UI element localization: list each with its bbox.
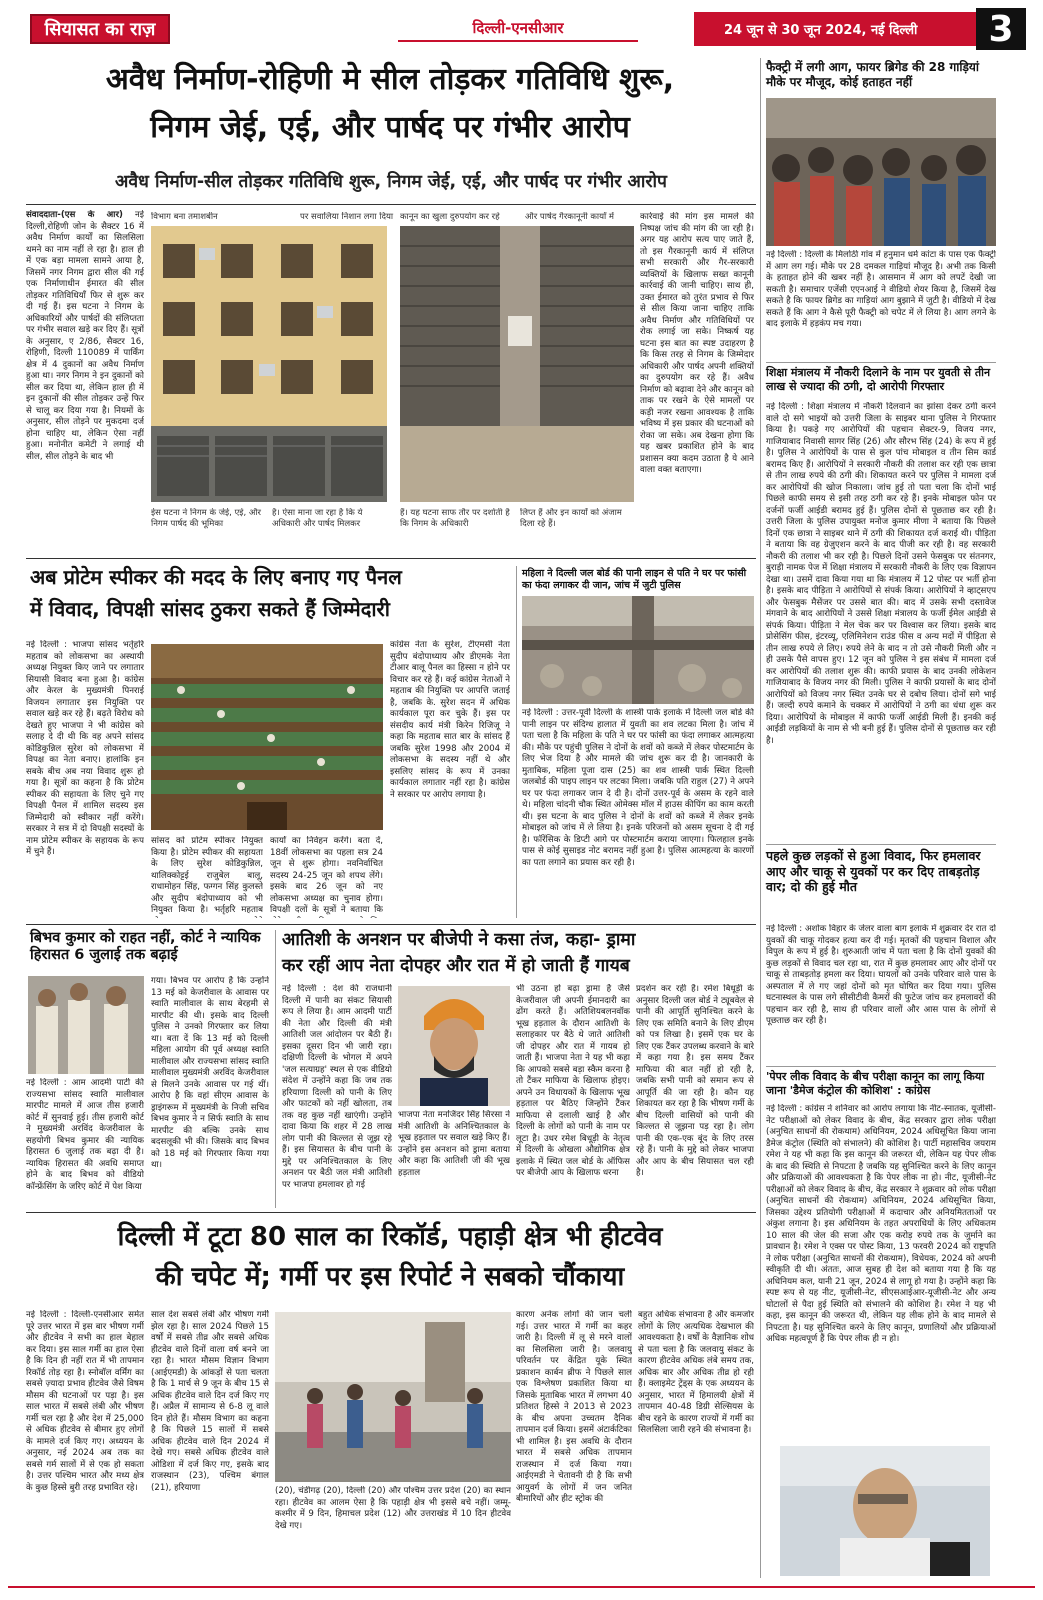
lead-photo-building: [151, 226, 387, 502]
fire-body: नई दिल्ली : दिल्ली के मिलोठी गांव में हनुमान धर्म कांटा के पास एक फैक्ट्री में आग लग गई। मौके पर 28 दमकल गाड़ियां मौजूद है। अभी तक किसी के हताहत होने की खबर नहीं है। आसमान में आग को लपटें देखी जा सकती है। समाचार एजेंसी एएनआई ने वीडियो शेयर किया है, जिसमें देख सकते है कि फायर ब्रिगेड का गाड़ियां आग बुझाने में जुटी है। वीडियो में देख सकते हैं कि आग ने कैसे पूरी फैक्ट्री को चपेट में ले लिया है। आग लगने के बाद इलाके में हड़कंप मच गया।: [766, 250, 996, 330]
lead-photo1-top: विभाग बना तमाशबीन: [151, 212, 218, 222]
paperleak-headline: 'पेपर लीक विवाद के बीच परीक्षा कानून का लागू किया जाना 'डैमेज कंट्रोल की कोशिश' : कांग्रेस: [766, 1070, 985, 1097]
lead-headline-2: निगम जेई, एई, और पार्षद पर गंभीर आरोप: [150, 110, 630, 145]
lead-byline: संवाददाता-(एस के आर): [26, 210, 123, 220]
protem-column-1: नई दिल्ली : भाजपा सांसद भर्तृहरि महताब को लोकसभा का अस्थायी अध्यक्ष नियुक्त किए जाने पर लगातार सियासी विवाद बना हुआ है। कांग्रेस और केरल के मुख्यमंत्री पिनराई विजयन लगातार इस नियुक्ति पर सवाल खड़े कर रहे हैं। बढ़ते विरोध को देखते हुए भाजपा ने भी कांग्रेस को सलाह दे दी थी कि वह अपने सांसद कोडिकुन्निल सुरेश को लोकसभा में विपक्ष का नेता बनाए। हालांकि इन सबके बीच अब नया विवाद शुरू हो गया है। सूत्रों का कहना है कि प्रोटेम स्पीकर की सहायता के लिए चुने गए विपक्षी पैनल में शामिल सदस्य इस जिम्मेदारी को स्वीकार नहीं करेंगे। सरकार ने सत्र में दो विपक्षी सदस्यों के नाम प्रोटेम स्पीकर के सहायक के रूप में चुने हैं।: [26, 640, 144, 858]
lead-photo2-caption: हैं। यह घटना साफ तौर पर दर्शाती है कि निगम के अधिकारी: [400, 508, 510, 530]
heat-headline-1: दिल्ली में टूटा 80 साल का रिकॉर्ड, पहाड़ी क्षेत्र भी हीटवेव: [117, 1222, 663, 1252]
clash-body: नई दिल्ली : अशोक विहार के जेलर वाला बाग इलाके में शुक्रवार देर रात दो युवकों की चाकू गोदकर हत्या कर दी गई। मृतकों की पहचान विशाल और विपुल के रूप में हुई है। शुरुआती जांच में पता चला है कि दोनों युवकों की कुछ लड़कों से विवाद चल रहा था, रात में कुछ हमलावर आए और दोनों पर चाकू से ताबड़तोड़ हमला कर दिया। घायलों को उनके परिवार वाले पास के अस्पताल में ले गए जहां दोनों को मृत घोषित कर दिया गया। पुलिस घटनास्थल के पास लगे सीसीटीवी कैमरों की फुटेज जांच कर हमलावरों की पहचान कर रही है, साथ ही परिवार वालों और आस पास के लोगों से पूछताछ कर रही है।: [766, 924, 996, 1027]
bibhav-court-photo: [28, 976, 144, 1074]
atishi-photo-caption: भाजपा नेता मनजिंदर सिंह सिरसा ने मंत्री आतिशी के अनिश्चितकाल के भूख हड़ताल पर सवाल खड़े किए हैं। उन्होंने इस अनशन को ड्रामा बताया और कहा कि आतिशी जी की भूख हड़ताल: [398, 1110, 510, 1178]
atishi-column-1: नई दिल्ली : देश की राजधानी दिल्ली में पानी का संकट सियासी रूप ले लिया है। आम आदमी पार्टी की नेता और दिल्ली की मंत्री आतिशी जल आंदोलन पर बैठी हैं। इसका दूसरा दिन भी जारी रहा। दक्षिणी दिल्ली के भोगल में अपने 'जल सत्याग्रह' स्थल से एक वीडियो संदेश में उन्होंने कहा कि जब तक हरियाणा दिल्ली को पानी के लिए और फाटकों को नहीं खोलता, तब तक वह कुछ नहीं खाएंगी। उन्होंने दावा किया कि शहर में 28 लाख लोग पानी की किल्लत से जूझ रहे हैं। इस सियासत के बीच पानी के मुद्दे पर अनिश्चितकाल के लिए अनशन पर बैठी जल मंत्री आतिशी पर भाजपा हमलावर हो गई: [282, 984, 392, 1190]
protem-column-2: सांसद को प्रोटेम स्पीकर नियुक्त किया है। प्रोटेम स्पीकर की सहायता के लिए सुरेश कोडिकुन्निल, थालिक्कोट्टई राजुबेल बालू, राधामोहन सिंह, फग्गन सिंह कुलस्ते और सुदीप बंदोपाध्याय को भी नियुक्त किया है। भर्तृहरि महताब: [151, 836, 263, 916]
lead-photo1-caption2: है। ऐसा माना जा रहा है कि ये अधिकारी और पार्षद मिलकर: [272, 508, 363, 530]
heat-headline-2: की चपेट में; गर्मी पर इस रिपोर्ट ने सबको चौंकाया: [155, 1262, 625, 1292]
lead-photo2-caption2: लिप्त हैं और इन कार्यों को अंजाम दिला रहे हैं।: [520, 508, 622, 530]
lead-photo1-caption: ईस घटना ने निगम के जेई, एई, और निगम पार्षद की भूमिका: [151, 508, 262, 530]
fire-photo: [766, 98, 996, 246]
brand-logo: सियासत का राज़: [30, 14, 170, 44]
suicide-body: नई दिल्ली : उत्तर-पूर्वी दिल्ली के शास्त्री पार्क इलाके में दिल्ली जल बोर्ड की पानी लाइन पर संदिग्ध हालात में युवती का शव लटका मिला है। जांच में पता चला है कि महिला के पति ने घर पर फांसी का फंदा लगाकर आत्महत्या की। मौके पर पहुंची पुलिस ने दोनों के शवों को कब्जे में लेकर पोस्टमार्टम के लिए भेज दिया है और मामले की जांच शुरू कर दी है। जानकारी के मुताबिक, महिला पूजा दास (25) का शव शास्त्री पार्क स्थित दिल्ली जलबोर्ड की पाइप लाइन पर लटका मिला। जबकि पति राहुल (27) ने अपने घर पर फंदा लगाकर जान दे दी है। दोनों उत्तर-पूर्व के असम के रहने वाले थे। महिला चांदनी चौक स्थित ओमेक्स मॉल में हाउस कीपिंग का काम करती थी। इस घटना के बाद पुलिस ने दोनों के शवों को कब्जे में लेकर इनके मोबाइल को जांच में ले लिया है। इनके परिजनों को असम सूचना दे दी गई है। फॉरेंसिक के डिप्टी आगे पर पोस्टमार्टम कराया जाएगा। फिलहाल इनके पास से कोई सुसाइड नोट बरामद नहीं हुआ है। पुलिस आत्महत्या के कारणों का पता लगाने का प्रयास कर रही है।: [522, 708, 754, 868]
atishi-headline-2: कर रहीं आप नेता दोपहर और रात में हो जाती हैं गायब: [282, 956, 630, 976]
bibhav-headline: बिभव कुमार को राहत नहीं, कोर्ट ने न्यायिक हिरासत 6 जुलाई तक बढ़ाई: [30, 930, 261, 964]
lead-photo2-top: कानून का खुला दुरुपयोग कर रहे: [400, 212, 500, 222]
sirsa-photo: [398, 986, 510, 1106]
atishi-headline-1: आतिशी के अनशन पर बीजेपी ने कसा तंज, कहा- ड्रामा: [282, 930, 636, 950]
lead-column-right: कार्रवाई की मांग इस मामले की निष्पक्ष जांच की मांग की जा रही है। अगर यह आरोप सत्य पाए जाते हैं, तो इस गैरकानूनी कार्य में संलिप्त सभी सरकारी और गैर-सरकारी व्यक्तियों के खिलाफ सख्त कानूनी कार्रवाई की जानी चाहिए। साथ ही, उक्त ईमारत को तुरंत प्रभाव से फिर से सील किया जाना चाहिए ताकि अवैध निर्माण और गतिविधियों पर रोक लगाई जा सके। निष्कर्ष यह घटना इस बात का स्पष्ट उदाहरण है कि किस तरह से निगम के जिम्मेदार अधिकारी और पार्षद अपनी शक्तियों का दुरुपयोग कर रहे हैं। अवैध निर्माण को बढ़ावा देने और कानून को ताक पर रखने के ऐसे मामलों पर कड़ी नजर रखना आवश्यक है ताकि भविष्य में इस प्रकार की घटनाओं को रोका जा सके। अब देखना होगा कि यह खबर प्रकाशित होने के बाद प्रशासन क्या कदम उठाता है ये आने वाला वक्त बताएगा।: [640, 212, 754, 476]
water-pipeline-photo: [522, 596, 754, 704]
bibhav-column-1: नई दिल्ली : आम आदमी पार्टी की राज्यसभा सांसद स्वाति मालीवाल मारपीट मामले में आज तीस हजारी कोर्ट में सुनवाई हुई। तीस हजारी कोर्ट ने मुख्यमंत्री अरविंद केजरीवाल के सहयोगी बिभव कुमार की न्यायिक हिरासत 6 जुलाई तक बढ़ा दी है। न्यायिक हिरासत की अवधि समाप्त होने के बाद बिभव को वीडियो कॉन्फ्रेंसिंग के जरिए कोर्ट में पेश किया: [26, 1078, 144, 1192]
paperleak-body: नई दिल्ली : कांग्रेस ने शनिवार को आरोप लगाया कि नीट-स्नातक, यूजीसी-नेट परीक्षाओं को लेकर विवाद के बीच, केंद्र सरकार द्वारा लोक परीक्षा (अनुचित साधनों की रोकथाम) अधिनियम, 2024 अधिसूचित किया जाना डैमेज कंट्रोल (स्थिति को संभालने) की कोशिश है। पार्टी महासचिव जयराम रमेश ने यह भी कहा कि इस कानून की जरूरत थी, लेकिन यह पेपर लीक के बाद की स्थिति से निपटता है जबकि यह सुनिश्चित करने के लिए कानून और प्रक्रियाओं की आवश्यकता है कि पेपर लीक ना हो। नीट, यूजीसी-नेट परीक्षाओं को लेकर विवाद के बीच, केंद्र सरकार ने शुक्रवार को लोक परीक्षा (अनुचित साधनों की रोकथाम) अधिनियम, 2024 अधिसूचित किया, जिसका उद्देश्य प्रतियोगी परीक्षाओं में कदाचार और अनियमितताओं पर अंकुश लगाना है। इस अधिनियम के तहत अपराधियों के लिए अधिकतम 10 साल की जेल की सजा और एक करोड़ रुपये तक के जुर्माने का प्रावधान है। रमेश ने एक्स पर पोस्ट किया, 13 फरवरी 2024 को राष्ट्रपति ने लोक परीक्षा (अनुचित साधनों की रोकथाम), विधेयक, 2024 को अपनी स्वीकृति दी थी। अंततः, आज सुबह ही देश को बताया गया है कि यह अधिनियम कल, यानी 21 जून, 2024 से लागू हो गया है। उन्होंने कहा कि स्पष्ट रूप से यह नीट, यूजीसी-नेट, सीएसआईआर-यूजीसी-नेट और अन्य घोटालों से पैदा हुई स्थिति को संभालने की कोशिश है। रमेश ने यह भी कहा, इस कानून की जरूरत थी, लेकिन यह लीक होने के बाद मामले से निपटता है। यह सुनिश्चित करने के लिए कानून, प्रणालियों और प्रक्रियाओं अधिक महत्वपूर्ण हैं कि पेपर लीक ही न हो।: [766, 1104, 996, 1345]
lead-photo2-top2: और पार्षद गैरकानूनी कार्यों में: [525, 212, 615, 222]
protem-headline-1: अब प्रोटेम स्पीकर की मदद के लिए बनाए गए पैनल: [30, 565, 402, 589]
page-number: 3: [976, 8, 1026, 50]
bibhav-column-2: गया। बिभव पर आरोप है कि उन्होंने 13 मई को केजरीवाल के आवास पर स्वाति मालीवाल के साथ बेरहमी से मारपीट की थी। इसके बाद दिल्ली पुलिस ने उनको गिरफ्तार कर लिया था। बता दें कि 13 मई को दिल्ली महिला आयोग की पूर्व अध्यक्ष स्वाति मालीवाल और राज्यसभा सांसद स्वाति मालीवाल मुख्यमंत्री अरविंद केजरीवाल से मिलने उनके आवास पर गई थीं। आरोप है कि वहां सीएम आवास के ड्राइंगरूम में मुख्यमंत्री के निजी सचिव बिभव कुमार ने न सिर्फ स्वाति के साथ मारपीट की बल्कि उनके साथ बदसलूकी भी की। जिसके बाद बिभव को 18 मई को गिरफ्तार किया गया था।: [151, 976, 269, 1171]
lead-photo1-top2: पर सवालिया निशान लगा दिया: [300, 212, 394, 222]
section-title: दिल्ली-एनसीआर: [398, 18, 638, 42]
protem-column-3: कार्यों का निर्वहन करेंगे। बता दें, 18वीं लोकसभा का पहला सत्र 24 जून से शुरू होगा। नवनिर्वाचित सदस्य 24-25 जून को शपथ लेंगे। इसके बाद 26 जून को नए लोकसभा अध्यक्ष का चुनाव होगा। विपक्षी दलों के सूत्रों ने बताया कि: [270, 836, 383, 916]
issue-date: 24 जून से 30 जून 2024, नई दिल्ली: [694, 12, 994, 46]
fraud-headline: शिक्षा मंत्रालय में नौकरी दिलाने के नाम पर युवती से तीन लाख से ज्यादा की ठगी, दो आरोपी गिरफ्तार: [766, 366, 991, 393]
atishi-column-2: भी उठना हो बढ़ा ड्रामा है जैसे केजरीवाल जी अपनी ईमानदारी का ढोंग करते हैं। अतिशियबलनवॉक भूख हड़ताल के दौरान आतिशी के सलाहकार पर बैठे थे जाते आतिशी जी दोपहर और रात में गायब हो जाती हैं। भाजपा नेता ने यह भी कहा कि आपको सबसे बड़ा स्कैम करना है तो टैंकर माफिया के खिलाफ होइए। अपने उन विधायकों के खिलाफ भूख हड़ताल पर बैठिए जिन्होंने टैंकर माफिया से दलाली खाई है और दिल्ली के लोगों को पानी के नाम पर लूटा है। उधर रमेश बिधूड़ी के नेतृत्व में दिल्ली के ओखला औद्योगिक क्षेत्र इलाके में स्थित जल बोर्ड के ऑफिस पर बीजेपी आप के खिलाफ धरना: [516, 984, 630, 1179]
heat-photo-caption: (20), चंडीगढ़ (20), दिल्ली (20) और पश्चिम उत्तर प्रदेश (20) का स्थान रहा। हीटवेव का आलम ऐसा है कि पहाड़ी क्षेत्र भी इससे बचे नहीं। जम्मू-कश्मीर में 9 दिन, हिमाचल प्रदेश (12) और उत्तराखंड में 10 दिन हीटवेव देखे गए।: [275, 1486, 511, 1531]
lead-text-1: नई दिल्ली,रोहिणी जोन के सैक्टर 16 में अवैध निर्माण कार्यों का सिलसिला थमने का नाम नहीं ले रहा है। हाल ही में एक बड़ा मामला सामने आया है, जिसमें नगर निगम द्वारा सील की गई एक निर्माणाधीन ईमारत की सील तोड़कर गतिविधियाँ फिर से शुरू कर दी गई हैं। इस घटना ने निगम के अधिकारियों और पार्षदों की संलिप्तता पर गंभीर सवाल खड़े कर दिए हैं। सूत्रों के अनुसार, ए 2/86, सैक्टर 16, रोहिणी, दिल्ली 110089 में पार्किंग क्षेत्र में 4 दुकानों का अवैध निर्माण हुआ था। नगर निगम ने इन दुकानों को सील कर दिया था, लेकिन हाल ही में इन दुकानों की सील तोड़कर उन्हें फिर से चालू कर दिया गया है। नियमों के अनुसार, सील तोड़ने पर मुकदमा दर्ज होना चाहिए था, लेकिन ऐसा नहीं हुआ। मनोनीत कमेटी ने लगाई थी सील, सील तोड़ने के बाद भी: [26, 210, 144, 462]
lead-column-1: [26, 210, 144, 552]
fire-headline: फैक्ट्री में लगी आग, फायर ब्रिगेड की 28 गाड़ियां मौके पर मौजूद, कोई हताहत नहीं: [766, 60, 979, 89]
fraud-body: नई दिल्ली : शिक्षा मंत्रालय में नौकरी दिलवाने का झांसा देकर ठगी करने वाले दो सगे भाइयों को उत्तरी जिला के साइबर थाना पुलिस ने गिरफ्तार किया है। पकड़े गए आरोपियों की पहचान सेक्टर-9, विजय नगर, गाजियाबाद निवासी सागर सिंह (26) और सौरभ सिंह (24) के रूप में हुई है। पुलिस ने आरोपियों के पास से कुल पांच मोबाइल व तीन सिम कार्ड बरामद किए हैं। आरोपियों ने सरकारी नौकरी की तलाश कर रही एक छात्रा से तीन लाख रुपये की ठगी की। शिकायत करने पर पुलिस ने मामला दर्ज कर आरोपियों की खोज निकाला। जांच हुई तो पता चला कि दोनों भाई पिछले काफी समय से इसी तरह ठगी कर रहे हैं। इनके मोबाइल फोन पर दर्जनों फर्जी आईडी बरामद हुई हैं। पुलिस दोनों से पूछताछ कर रही है। उत्तरी जिला के पुलिस उपायुक्त मनोज कुमार मीणा ने बताया कि पिछले दिनों एक छात्रा ने साइबर थाने में ठगी की शिकायत दर्ज कराई थी। पीड़िता ने बताया कि वह ग्रेजुएशन करने के बाद पीजी कर रही है। वह सरकारी नौकरी की तलाश भी कर रही है। पिछले दिनों उसने फेसबुक पर संतनगर, बुराड़ी नामक पेज में शिक्षा मंत्रालय में सरकारी नौकरी के लिए एक विज्ञापन देखा था। उसमें दावा किया गया था कि मंत्रालय में 12 पोस्ट पर भर्ती होना है। इसके बाद पीड़िता ने आरोपियों से संपर्क किया। आरोपियों ने व्हाट्सएप और फेसबुक मैसेंजर पर उससे बात की। बाद में उसके सभी दस्तावेज मंगवाने के बाद आरोपियों ने उससे शिक्षा मंत्रालय के फर्जी ईमेल आईडी से संपर्क किया। पीड़िता ने मेल चेक कर पर विश्वास कर लिया। इसके बाद प्रोसेसिंग फीस, इंटरव्यू, एलिमिनेशन राउंड फीस व अन्य मदों में पीड़िता से तीन लाख रुपये ले लिए। रुपये लेने के बाद न तो उसे नौकरी मिली और न ही उसके पैसे वापस हुए। 12 जून को पुलिस ने इस संबंध में मामला दर्ज कर आरोपियों की तलाश शुरू की। काफी प्रयास के बाद उनकी लोकेशन गाजियाबाद के विजय नगर की मिली। पुलिस ने काफी प्रयासों के बाद दोनों आरोपियों को विजय नगर स्थित उनके घर से दबोच लिया। दोनों सगे भाई हैं। जल्दी रुपये कमाने के चक्कर में आरोपियों ने ठगी का धंधा शुरू कर दिया। आरोपियों के मोबाइल में काफी फर्जी आईडी मिली हैं। इनकी कई आईडी लड़कियों के नाम से भी बनी हुई हैं। पुलिस दोनों से पूछताछ कर रही है।: [766, 402, 996, 746]
heat-column-4: बहुत अधिक संभावना है और कमजोर लोगों के लिए अत्यधिक देखभाल की आवश्यकता है। वर्षों के वैज्ञानिक शोध से पता चला है कि जलवायु संकट के कारण हीटवेव अधिक लंबे समय तक, अधिक बार और अधिक तीव्र हो रही हैं। क्लाइमेट ट्रेंड्स के एक अध्ययन के अनुसार, भारत में हिमालयी क्षेत्रों में तापमान 40-48 डिग्री सेल्सियस के बीच रहने के कारण राज्यों में गर्मी का सिलसिला जारी रहने की संभावना है।: [638, 1310, 754, 1436]
heat-column-1: नई दिल्ली : दिल्ली-एनसीआर समेत पूरे उत्तर भारत में इस बार भीषण गर्मी और हीटवेव ने सभी का हाल बेहाल कर दिया। इस साल गर्मी का हाल ऐसा है कि दिन ही नहीं रात में भी तापमान रिकॉर्ड तोड़ रहा है। स्नोबॉल वर्मिंग का सबसे ज़्यादा प्रभाव हीटवेव जैसे विषम मौसम की घटनाओं पर पड़ा है। इस साल भारत में सबसे लंबी और भीषण गर्मी चल रहा है और देश में 25,000 से अधिक हीटवेव से बीमार हुए लोगों के मामले दर्ज किए गए। अध्ययन के अनुसार, नई 2024 अब तक का सबसे गर्म सालों में से एक हो सकता है। उत्तर पश्चिम भारत और मध्य क्षेत्र के कुछ हिस्से बुरी तरह प्रभावित रहे।: [26, 1310, 144, 1493]
parliament-photo: [151, 644, 383, 830]
heat-column-3: कारण अनेक लोगों की जान चली गई। उत्तर भारत में गर्मी का कहर जारी है। दिल्ली में लू से मरने वालों का सिलसिला जारी है। जलवायु परिवर्तन पर केंद्रित यूके स्थित प्रकाशन कार्बन ब्रीफ ने पिछले साल एक विश्लेषण प्रकाशित किया था जिसके मुताबिक भारत में लगभग 40 प्रतिशत हिस्से ने 2013 से 2023 के बीच अपना उच्चतम दैनिक तापमान दर्ज किया। इसमें अंटार्कटिका भी शामिल है। इस अवधि के दौरान भारत में सबसे अधिक तापमान राजस्थान में दर्ज किया गया। आईएमडी ने चेतावनी दी है कि सभी आयुवर्ग के लोगों में जन जनित बीमारियों और हीट स्ट्रोक की: [516, 1310, 632, 1505]
suicide-headline: महिला ने दिल्ली जल बोर्ड की पानी लाइन से पति ने घर पर फांसी का फंदा लगाकर दी जान, जांच में जुटी पुलिस: [522, 568, 747, 591]
lead-photo-sealed-shop: [400, 226, 634, 502]
atishi-column-3: प्रदर्शन कर रही है। रमेश बिधूड़ी के अनुसार दिल्ली जल बोर्ड ने ट्यूबवेल से पानी की आपूर्ति सुनिश्चित करने के लिए एक समिति बनाने के लिए डीएम को पत्र लिखा है। इसमें एक घर के लिए एक टैंकर उपलब्ध करवाने के बारे में कहा गया है। इस समय टैंकर माफिया की बात नहीं हो रही है, जबकि सभी पानी को समान रूप से आपूर्ति की जा रही है। कौन यह शिकायत कर रहा है कि भीषण गर्मी के बीच दिल्ली वासियों को पानी की किल्लत से जूझना पड़ रहा है। लोग पानी की एक-एक बूंद के लिए तरस रहे हैं। पानी के मुद्दे को लेकर भाजपा और आप के बीच सियासत चल रही है।: [636, 984, 754, 1179]
jairam-ramesh-photo: [780, 1446, 990, 1576]
clash-headline: पहले कुछ लड़कों से हुआ विवाद, फिर हमलावर आए और चाकू से युवकों पर कर दिए ताबड़तोड़ वार; दो की हुई मौत: [766, 848, 981, 895]
masthead: [8, 8, 1035, 54]
lead-subheadline: अवैध निर्माण-सील तोड़कर गतिविधि शुरू, निगम जेई, एई, और पार्षद पर गंभीर आरोप: [115, 172, 667, 192]
heat-column-2: साल देश सबसे लंबी और भीषण गर्मी झेल रहा है। साल 2024 पिछले 15 वर्षों में सबसे तीव्र और सबसे अधिक हीटवेव वाले दिनों वाला वर्ष बनने जा रहा है। भारत मौसम विज्ञान विभाग (आईएमडी) के आंकड़ों से पता चलता है कि 1 मार्च से 9 जून के बीच 15 से अधिक हीटवेव वाले दिन दर्ज किए गए हैं। अप्रैल में सामान्य से 6-8 लू वाले दिन होते हैं। मौसम विभाग का कहना है कि पिछले 15 सालों में सबसे अधिक हीटवेव वाले दिन 2024 में देखे गए। सबसे अधिक हीटवेव वाले ओडिशा में दर्ज किए गए, इसके बाद राजस्थान (23), पश्चिम बंगाल (21), हरियाणा: [151, 1310, 269, 1493]
lead-headline-1: अवैध निर्माण-रोहिणी मे सील तोड़कर गतिविधि शुरू,: [105, 62, 675, 97]
protem-headline-2: में विवाद, विपक्षी सांसद ठुकरा सकते हैं जिम्मेदारी: [30, 597, 390, 621]
heatwave-street-photo: [275, 1312, 511, 1482]
protem-column-4: कांग्रेस नेता के सुरेश, टीएमसी नेता सुदीप बंदोपाध्याय और डीएमके नेता टीआर बालू पैनल का हिस्सा न होने पर विचार कर रहे हैं। कई कांग्रेस नेताओं ने महताब की नियुक्ति पर आपत्ति जताई है, जबकि के. सुरेश सदन में अधिक कार्यकाल पूरा कर चुके हैं। इस पर संसदीय कार्य मंत्री किरेन रिजिजू ने कहा कि महताब सात बार के सांसद हैं जबकि सुरेश 1998 और 2004 में लोकसभा के सदस्य नहीं थे और इसलिए सांसद के रूप में उनका कार्यकाल लगातार नहीं रहा है। कांग्रेस ने सरकार पर आरोप लगाया है।: [390, 640, 510, 800]
